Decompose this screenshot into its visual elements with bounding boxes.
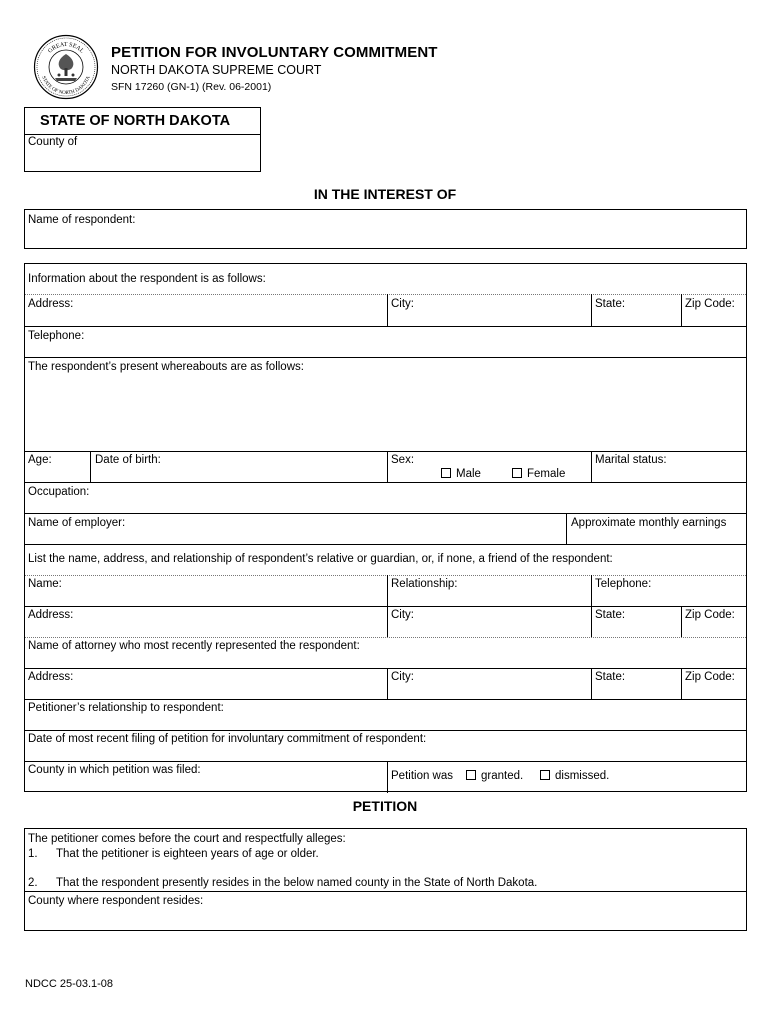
- petition-was-label: Petition was: [391, 770, 454, 782]
- recent-filing-date-field[interactable]: Date of most recent filing of petition for involuntary commitment of respondent:: [28, 733, 427, 745]
- employer-name-field[interactable]: Name of employer:: [28, 517, 126, 529]
- granted-option[interactable]: [466, 770, 523, 782]
- monthly-earnings-field[interactable]: Approximate monthly earnings: [571, 517, 727, 529]
- male-label: Male: [456, 468, 481, 480]
- female-checkbox[interactable]: [512, 468, 522, 478]
- respondent-name-box: [24, 209, 747, 249]
- respondent-age-field[interactable]: Age:: [28, 454, 52, 466]
- allegation-1-number: 1.: [28, 848, 38, 860]
- petition-intro: The petitioner comes before the court and respectfully alleges:: [28, 833, 346, 845]
- sex-male-option[interactable]: [441, 468, 481, 480]
- relative-intro: List the name, address, and relationship of respondent’s relative or guardian, or, if none, a friend of the respondent:: [28, 553, 613, 565]
- attorney-state-field[interactable]: State:: [595, 671, 626, 683]
- attorney-name-field[interactable]: Name of attorney who most recently represented the respondent:: [28, 640, 360, 652]
- court-name: NORTH DAKOTA SUPREME COURT: [111, 63, 322, 77]
- sex-female-option[interactable]: [512, 468, 565, 480]
- interest-heading: IN THE INTEREST OF: [313, 186, 457, 202]
- female-label: Female: [527, 468, 566, 480]
- attorney-zip-field[interactable]: Zip Code:: [685, 671, 735, 683]
- allegation-2-number: 2.: [28, 877, 38, 889]
- dismissed-option[interactable]: [540, 770, 609, 782]
- attorney-address-field[interactable]: Address:: [28, 671, 74, 683]
- respondent-city-field[interactable]: City:: [391, 298, 414, 310]
- allegation-2: That the respondent presently resides in the below named county in the State of North Dakota.: [56, 877, 538, 889]
- statute-reference: NDCC 25-03.1-08: [25, 978, 114, 990]
- granted-label: granted.: [481, 770, 524, 782]
- granted-checkbox[interactable]: [466, 770, 476, 780]
- county-field[interactable]: County of: [28, 136, 78, 148]
- county-filed-field[interactable]: County in which petition was filed:: [28, 764, 201, 776]
- petitioner-relationship-field[interactable]: Petitioner’s relationship to respondent:: [28, 702, 224, 714]
- state-title: STATE OF NORTH DAKOTA: [40, 113, 231, 129]
- respondent-info-table: [24, 263, 747, 792]
- svg-text:GREAT SEAL: GREAT SEAL: [47, 41, 85, 55]
- respondent-info-intro: Information about the respondent is as follows:: [28, 273, 266, 285]
- respondent-sex-label: Sex:: [391, 454, 415, 466]
- relative-zip-field[interactable]: Zip Code:: [685, 609, 735, 621]
- state-county-box: [24, 107, 261, 172]
- relative-city-field[interactable]: City:: [391, 609, 414, 621]
- svg-text:STATE OF NORTH DAKOTA: STATE OF NORTH DAKOTA: [40, 75, 92, 97]
- petition-heading: PETITION: [352, 798, 418, 814]
- dismissed-label: dismissed.: [555, 770, 610, 782]
- respondent-name-field[interactable]: Name of respondent:: [28, 214, 136, 226]
- male-checkbox[interactable]: [441, 468, 451, 478]
- respondent-whereabouts-field[interactable]: The respondent’s present whereabouts are as follows:: [28, 361, 304, 373]
- relative-name-field[interactable]: Name:: [28, 578, 62, 590]
- respondent-dob-field[interactable]: Date of birth:: [95, 454, 161, 466]
- relative-state-field[interactable]: State:: [595, 609, 626, 621]
- form-title: PETITION FOR INVOLUNTARY COMMITMENT: [111, 44, 438, 61]
- attorney-city-field[interactable]: City:: [391, 671, 414, 683]
- state-seal-logo: [33, 34, 99, 100]
- petition-box: [24, 828, 747, 931]
- respondent-zip-field[interactable]: Zip Code:: [685, 298, 735, 310]
- relative-telephone-field[interactable]: Telephone:: [595, 578, 652, 590]
- respondent-marital-field[interactable]: Marital status:: [595, 454, 667, 466]
- allegation-1: That the petitioner is eighteen years of age or older.: [56, 848, 319, 860]
- respondent-telephone-field[interactable]: Telephone:: [28, 330, 85, 342]
- form-number: SFN 17260 (GN-1) (Rev. 06-2001): [111, 81, 272, 93]
- relative-address-field[interactable]: Address:: [28, 609, 74, 621]
- dismissed-checkbox[interactable]: [540, 770, 550, 780]
- county-resides-field[interactable]: County where respondent resides:: [28, 895, 204, 907]
- respondent-address-field[interactable]: Address:: [28, 298, 74, 310]
- respondent-occupation-field[interactable]: Occupation:: [28, 486, 90, 498]
- relative-relationship-field[interactable]: Relationship:: [391, 578, 458, 590]
- respondent-state-field[interactable]: State:: [595, 298, 626, 310]
